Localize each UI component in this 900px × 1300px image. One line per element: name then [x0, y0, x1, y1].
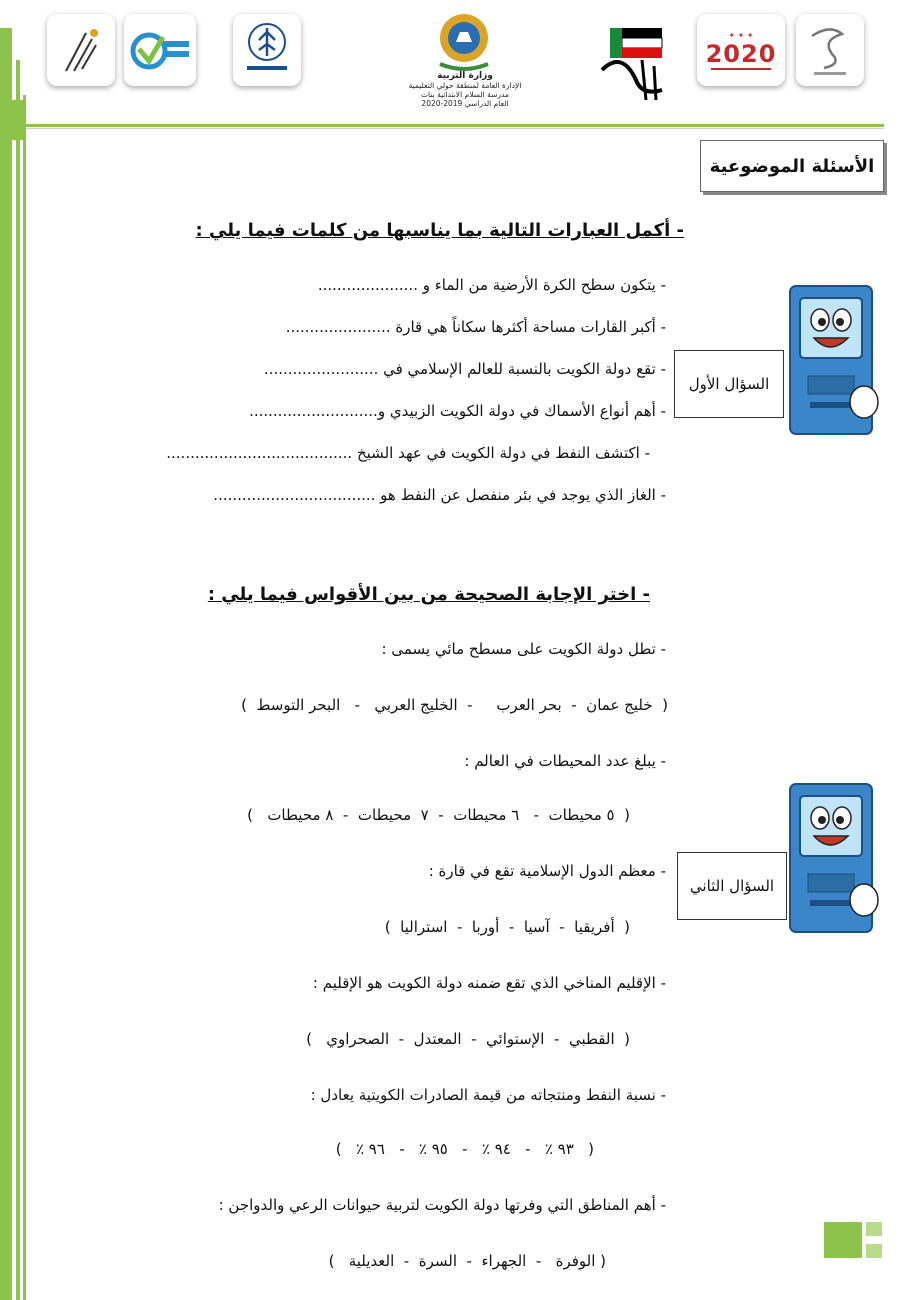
- q2-question: - الإقليم المناخي الذي تقع ضمنه دولة الكويت هو الإقليم :: [312, 974, 666, 992]
- q1-item: - أهم أنواع الأسماك في دولة الكويت الزبيدي و...........................: [249, 402, 666, 420]
- q1-item: - يتكون سطح الكرة الأرضية من الماء و .....................: [317, 276, 666, 294]
- q2-question: - يبلغ عدد المحيطات في العالم :: [464, 752, 666, 770]
- q2-heading: - اختر الإجابة الصحيحة من بين الأقواس فيما يلي :: [207, 584, 650, 605]
- section-title: الأسئلة الموضوعية: [700, 140, 884, 192]
- decor-corner-square: [824, 1222, 862, 1258]
- q1-item: - أكبر القارات مساحة أكثرها سكاناً هي قارة ......................: [285, 318, 666, 336]
- torch-logo: [47, 14, 115, 86]
- decor-square: [0, 100, 26, 140]
- ministry-line-2: الإدارة العامة لمنطقة حولي التعليمية: [408, 81, 522, 90]
- decor-bar-2: [16, 60, 20, 1300]
- celebration-logo: [592, 10, 682, 115]
- q1-item: - تقع دولة الكويت بالنسبة للعالم الإسلامي في ........................: [263, 360, 666, 378]
- q2-options: ( خليج عمان - بحر العرب - الخليج العربي - البحر التوسط ): [241, 696, 668, 714]
- q1-item: - اكتشف النفط في دولة الكويت في عهد الشيخ .......................................: [166, 444, 650, 462]
- ministry-line-3: مدرسة السلام الابتدائية بنات: [420, 90, 509, 99]
- q1-label: السؤال الأول: [674, 350, 784, 418]
- decor-corner-square: [866, 1244, 882, 1258]
- decor-bar-3: [23, 95, 26, 1300]
- q2-label: السؤال الثاني: [677, 852, 787, 920]
- vision-year: 2020: [705, 39, 777, 68]
- q2-question: - معظم الدول الإسلامية تقع في قارة :: [428, 862, 666, 880]
- q2-options: ( القطبي - الإستوائي - المعتدل - الصحراوي ): [306, 1030, 630, 1048]
- q1-item: - الغاز الذي يوجد في بئر منفصل عن النفط هو ..................................: [213, 486, 666, 504]
- decor-bar-1: [0, 28, 12, 1300]
- ministry-line-1: وزارة التربية: [437, 71, 493, 81]
- vision-2020-logo: ✦ ✦ ✦ 2020: [697, 14, 785, 86]
- decor-corner-square: [866, 1222, 882, 1236]
- q2-question: - نسبة النفط ومنتجاته من قيمة الصادرات الكويتية يعادل :: [310, 1086, 666, 1104]
- mascot-machine-2: [780, 780, 880, 936]
- ministry-line-4: العام الدراسي 2019-2020: [421, 99, 509, 108]
- q1-heading: - أكمل العبارات التالية بما يناسبها من كلمات فيما يلي :: [195, 220, 684, 241]
- ministry-header-text: [380, 72, 550, 108]
- q2-question: - أهم المناطق التي وفرتها دولة الكويت لتربية حيوانات الرعي والدواجن :: [218, 1196, 666, 1214]
- header-divider: [26, 124, 884, 127]
- school-logo: [796, 14, 864, 86]
- active-school-logo: [124, 14, 196, 86]
- q2-question: - تطل دولة الكويت على مسطح مائي يسمى :: [381, 640, 666, 658]
- ministry-emblem: [430, 8, 498, 74]
- q2-options: ( ٥ محيطات - ٦ محيطات - ٧ محيطات - ٨ محيطات ): [247, 806, 630, 824]
- q2-options: ( أفريقيا - آسيا - أوربا - استراليا ): [384, 918, 630, 936]
- mascot-machine-1: [780, 282, 880, 438]
- q2-options: ( ٩٣ ٪ - ٩٤ ٪ - ٩٥ ٪ - ٩٦ ٪ ): [335, 1140, 594, 1158]
- takaful-logo: [233, 14, 301, 86]
- header-divider-thin: [26, 128, 884, 129]
- q2-options: ( الوفرة - الجهراء - السرة - العديلية ): [328, 1252, 606, 1270]
